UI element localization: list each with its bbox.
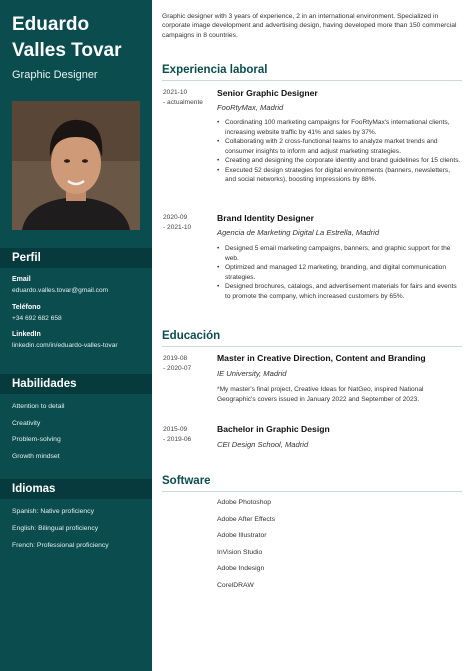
skill-item: Growth mindset: [12, 453, 60, 460]
name-line-2: Valles Tovar: [12, 40, 122, 61]
job-bullets: [217, 244, 462, 301]
job-date-start: 2021-10: [163, 89, 188, 96]
job-date: [163, 213, 211, 233]
job-date-end: - 2021-10: [163, 224, 192, 231]
language-item: French: Professional proficiency: [12, 542, 109, 549]
candidate-name: [12, 12, 148, 64]
phone-label: Teléfono: [12, 304, 41, 311]
job-date: [163, 88, 211, 108]
software-item: CorelDRAW: [217, 582, 254, 589]
education-date-start: 2019-08: [163, 355, 188, 362]
experience-heading: Experiencia laboral: [162, 64, 268, 76]
email-value[interactable]: eduardo.valles.tovar@gmail.com: [12, 287, 109, 294]
education-date: [163, 354, 211, 374]
education-date-start: 2015-09: [163, 426, 188, 433]
name-line-1: Eduardo: [12, 14, 90, 35]
job-title-entry: Brand Identity Designer: [217, 213, 314, 223]
professional-summary: Graphic designer with 3 years of experience, 2 in an international environment. Specialized in corporate image development and advertising design, having developed more than 150 commercial campaigns in 8 countries.: [162, 13, 457, 39]
degree-title: Master in Creative Direction, Content and Branding: [217, 353, 426, 363]
profile-section: [0, 248, 152, 268]
job-date-end: - actualmente: [163, 99, 203, 106]
profile-heading: Perfil: [0, 248, 152, 268]
job-bullet: • Executed 52 design strategies for digital environments (banners, newsletters, and social networks), boosting impressions by 88%.: [217, 166, 462, 185]
language-item: Spanish: Native proficiency: [12, 508, 94, 515]
linkedin-value[interactable]: linkedin.com/in/eduardo-valles-tovar: [12, 342, 118, 349]
education-date: [163, 425, 211, 445]
portrait-image: [12, 101, 140, 230]
job-bullet: • Collaborating with 2 cross-functional teams to analyze market trends and consumer insights to inform and adjust marketing strategies.: [217, 137, 462, 156]
job-date-start: 2020-09: [163, 214, 188, 221]
skill-item: Problem-solving: [12, 436, 61, 443]
languages-heading: Idiomas: [0, 479, 152, 499]
job-bullets: [217, 118, 462, 185]
software-heading: Software: [162, 475, 211, 487]
job-bullet: • Designed 5 email marketing campaigns, banners, and graphic support for the web.: [217, 244, 462, 263]
job-company: Agencia de Marketing Digital La Estrella, Madrid: [217, 228, 380, 237]
software-item: Adobe Indesign: [217, 565, 265, 572]
sidebar: [0, 0, 152, 671]
profile-photo: [12, 101, 140, 230]
section-divider: [162, 346, 462, 347]
software-item: Adobe Photoshop: [217, 499, 272, 506]
education-heading: Educación: [162, 330, 221, 342]
section-divider: [162, 80, 462, 81]
degree-title: Bachelor in Graphic Design: [217, 424, 330, 434]
job-bullet: • Optimized and managed 12 marketing, branding, and digital communication strategies.: [217, 263, 462, 282]
skills-heading: Habilidades: [0, 374, 152, 394]
job-bullet: • Creating and designing the corporate identity and brand guidelines for 15 clients.: [217, 156, 462, 166]
education-date-end: - 2019-06: [163, 436, 192, 443]
section-divider: [162, 491, 462, 492]
language-item: English: Bilingual proficiency: [12, 525, 99, 532]
skills-section: [0, 374, 152, 394]
education-date-end: - 2020-07: [163, 365, 192, 372]
software-item: Adobe After Effects: [217, 516, 276, 523]
software-item: InVision Studio: [217, 549, 263, 556]
education-note: *My master's final project, Creative Ideas for NatGeo, inspired National Geographic's covers issued in January 2022 and September of 2023.: [217, 386, 424, 403]
job-bullet: • Designed brochures, catalogs, and advertisement materials for fairs and events to promote the company, which increased customers by 65%.: [217, 282, 462, 301]
job-bullet: • Coordinating 100 marketing campaigns for FooRtyMax's international clients, increasing website traffic by 41% and sales by 37%.: [217, 118, 462, 137]
skill-item: Creativity: [12, 420, 41, 427]
phone-value[interactable]: +34 692 682 658: [12, 315, 62, 322]
linkedin-label: LinkedIn: [12, 331, 41, 338]
school-name: IE University, Madrid: [217, 369, 287, 378]
languages-section: [0, 479, 152, 499]
job-title: Graphic Designer: [12, 69, 98, 81]
job-title-entry: Senior Graphic Designer: [217, 88, 318, 98]
software-item: Adobe Illustrator: [217, 532, 267, 539]
email-label: Email: [12, 276, 31, 283]
job-company: FooRtyMax, Madrid: [217, 103, 284, 112]
skill-item: Attention to detail: [12, 403, 65, 410]
school-name: CEI Design School, Madrid: [217, 440, 309, 449]
